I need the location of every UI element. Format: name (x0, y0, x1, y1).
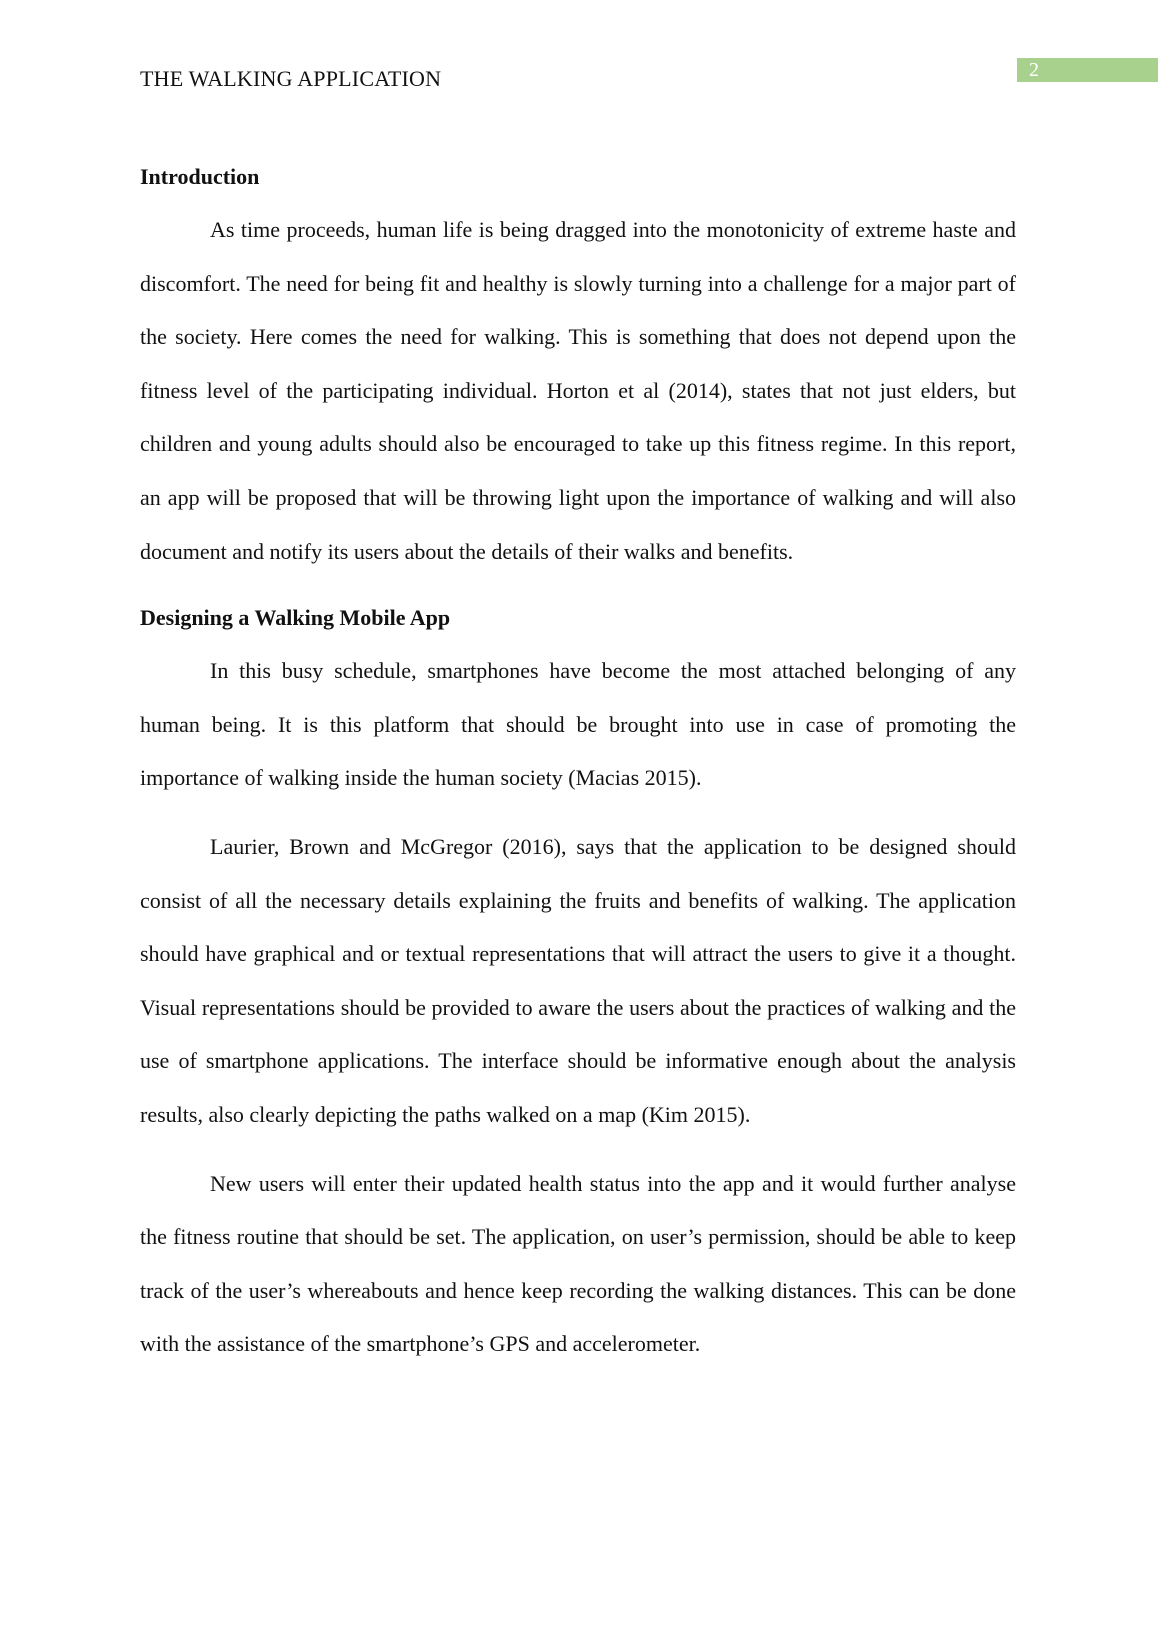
document-body (140, 157, 1016, 1371)
designing-paragraph-1: In this busy schedule, smartphones have become the most attached belonging of any human being. It is this platform that should be brought into use in case of promoting the importance of walking inside the human society (Macias 2015). (140, 658, 1016, 791)
designing-heading: Designing a Walking Mobile App (140, 605, 451, 631)
running-head: THE WALKING APPLICATION (140, 66, 442, 91)
page-number-badge (1017, 58, 1158, 82)
introduction-heading: Introduction (140, 164, 260, 189)
page-number: 2 (1029, 59, 1039, 81)
introduction-paragraph-1: As time proceeds, human life is being dragged into the monotonicity of extreme haste and discomfort. The need for being fit and healthy is slowly turning into a challenge for a major part of the society. Here comes the need for walking. This is something that does not depend upon the fitness level of the participating individual. Horton et al (2014), states that not just elders, but children and young adults should also be encouraged to take up this fitness regime. In this report, an app will be proposed that will be throwing light upon the importance of walking and will also document and notify its users about the details of their walks and benefits. (140, 217, 1016, 564)
designing-paragraph-2: Laurier, Brown and McGregor (2016), says that the application to be designed should consist of all the necessary details explaining the fruits and benefits of walking. The application should have graphical and or textual representations that will attract the users to give it a thought. Visual representations should be provided to aware the users about the practices of walking and the use of smartphone applications. The interface should be informative enough about the analysis results, also clearly depicting the paths walked on a map (Kim 2015). (140, 833, 1016, 1127)
designing-paragraph-3: New users will enter their updated health status into the app and it would further analyse the fitness routine that should be set. The application, on user’s permission, should be able to keep track of the user’s whereabouts and hence keep recording the walking distances. This can be done with the assistance of the smartphone’s GPS and accelerometer. (140, 1170, 1016, 1357)
